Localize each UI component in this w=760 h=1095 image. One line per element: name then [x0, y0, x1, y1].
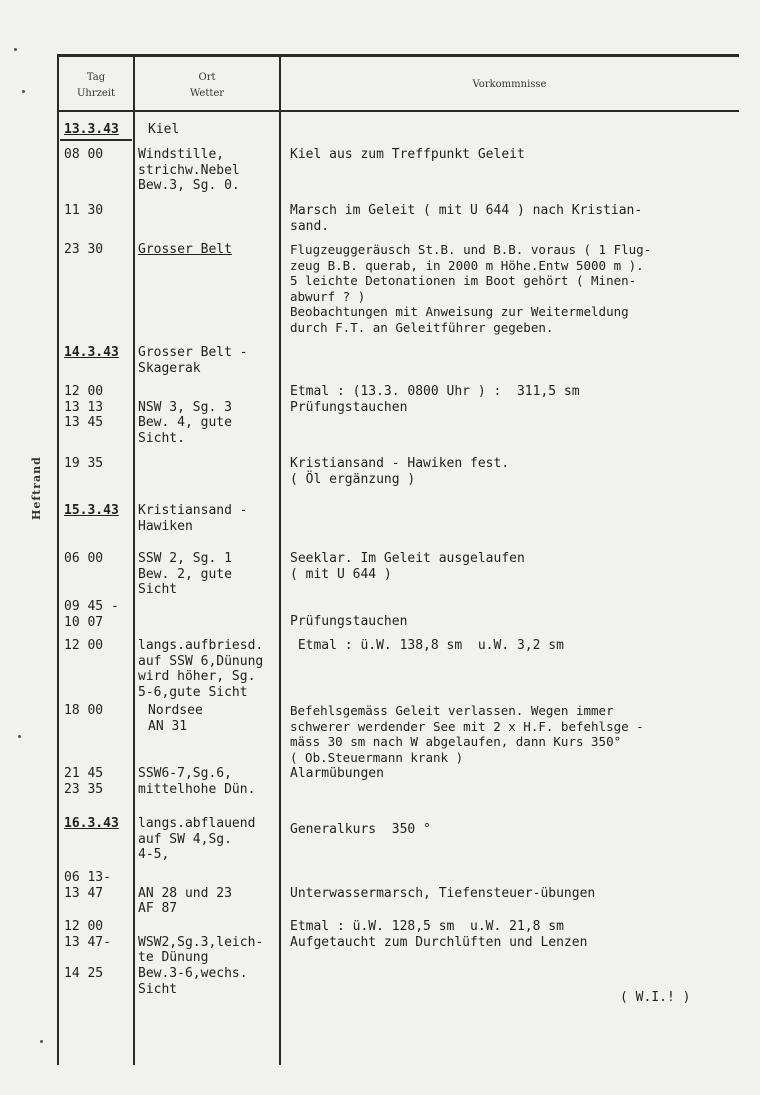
row-ort: NSW 3, Sg. 3 Bew. 4, gute Sicht. [138, 399, 232, 446]
row-vork: Seeklar. Im Geleit ausgelaufen ( mit U 644 ) [290, 551, 525, 582]
scan-speck [40, 1040, 43, 1043]
row-vork: Unterwassermarsch, Tiefensteuer-übungen [290, 885, 596, 901]
row-time: 14.3.43 [64, 345, 119, 360]
row-vork: Flugzeuggeräusch St.B. und B.B. voraus ( 1 Flug- zeug B.B. querab, in 2000 m Höhe.Entw 5000 m ). 5 leichte Detonationen im Boot gehört ( Minen- abwurf ? ) Beobachtungen mit Anweisung zur Weitermeldung durch F.T. an Geleitführer gegeben. [290, 242, 652, 335]
row-ort: Grosser Belt [138, 242, 232, 257]
row-time: 21 45 23 35 [64, 766, 104, 797]
header-bottom-border [57, 110, 739, 112]
table-top-border [57, 54, 739, 57]
row-vork: Befehlsgemäss Geleit verlassen. Wegen immer schwerer werdender See mit 2 x H.F. befehlsge - mäss 30 sm nach W abgelaufen, dann Kurs 350° ( Ob.Steuermann krank ) [290, 703, 644, 765]
header-col1-line2: Uhrzeit [76, 88, 116, 99]
edge-label: Heftrand [30, 456, 43, 520]
row-vork: Generalkurs 350 ° [290, 822, 431, 837]
date-underline [60, 139, 132, 141]
row-time: 13.3.43 [64, 122, 119, 137]
row-vork: Prüfungstauchen [290, 614, 408, 629]
header-col3: Vorkommnisse [472, 79, 547, 90]
row-ort: Kiel [148, 122, 180, 137]
row-time: 11 30 [64, 203, 104, 218]
scan-speck [14, 48, 17, 51]
row-ort: langs.abflauend auf SW 4,Sg. 4-5, [138, 816, 256, 862]
row-ort: Grosser Belt - Skagerak [138, 345, 248, 376]
row-vork: Kiel aus zum Treffpunkt Geleit [290, 147, 525, 162]
row-time: 14 25 [64, 966, 104, 981]
row-time: 16.3.43 [64, 816, 119, 831]
row-time: 09 45 - 10 07 [64, 599, 119, 630]
row-ort: Kristiansand - Hawiken [138, 503, 248, 534]
row-time: 06 00 [64, 551, 104, 566]
scan-speck [18, 735, 21, 738]
row-time: 19 35 [64, 456, 104, 471]
row-vork: Alarmübungen [290, 766, 384, 781]
row-ort: WSW2,Sg.3,leich- te Dünung [138, 934, 264, 965]
header-col2-line1: Ort [198, 72, 216, 83]
scan-speck [22, 90, 25, 93]
row-vork: Etmal : (13.3. 0800 Uhr ) : 311,5 sm Prüfungstauchen [290, 384, 580, 415]
header-col2 [136, 70, 278, 102]
header-col1-line1: Tag [86, 72, 106, 83]
row-ort: SSW 2, Sg. 1 Bew. 2, gute Sicht [138, 551, 232, 597]
row-time: 15.3.43 [64, 503, 119, 518]
row-vork: Marsch im Geleit ( mit U 644 ) nach Kristian- sand. [290, 203, 643, 234]
row-vork: Etmal : ü.W. 138,8 sm u.W. 3,2 sm [290, 638, 564, 653]
header-col2-line2: Wetter [189, 88, 225, 99]
row-ort: SSW6-7,Sg.6, mittelhohe Dün. [138, 766, 256, 797]
signature: ( W.I.! ) [620, 990, 691, 1005]
row-vork: Kristiansand - Hawiken fest. ( Öl ergänzung ) [290, 456, 510, 487]
row-ort: langs.aufbriesd. auf SSW 6,Dünung wird höher, Sg. 5-6,gute Sicht [138, 638, 264, 700]
row-time: 23 30 [64, 242, 104, 257]
row-time: 18 00 [64, 703, 104, 718]
column-divider-1 [133, 56, 135, 1065]
column-divider-left [57, 56, 59, 1065]
row-ort: AN 28 und 23 AF 87 [138, 885, 232, 916]
row-time: 06 13- 13 47 [64, 870, 111, 901]
row-ort: Bew.3-6,wechs. Sicht [138, 966, 248, 997]
header-col1 [60, 70, 132, 102]
row-time: 12 00 13 13 13 45 [64, 384, 104, 430]
row-ort: Nordsee AN 31 [148, 703, 203, 734]
row-time: 12 00 13 47- [64, 919, 111, 950]
row-time: 08 00 [64, 147, 104, 162]
row-vork: Etmal : ü.W. 128,5 sm u.W. 21,8 sm Aufgetaucht zum Durchlüften und Lenzen [290, 919, 588, 950]
row-ort: Windstille, strichw.Nebel Bew.3, Sg. 0. [138, 147, 240, 193]
row-time: 12 00 [64, 638, 104, 653]
